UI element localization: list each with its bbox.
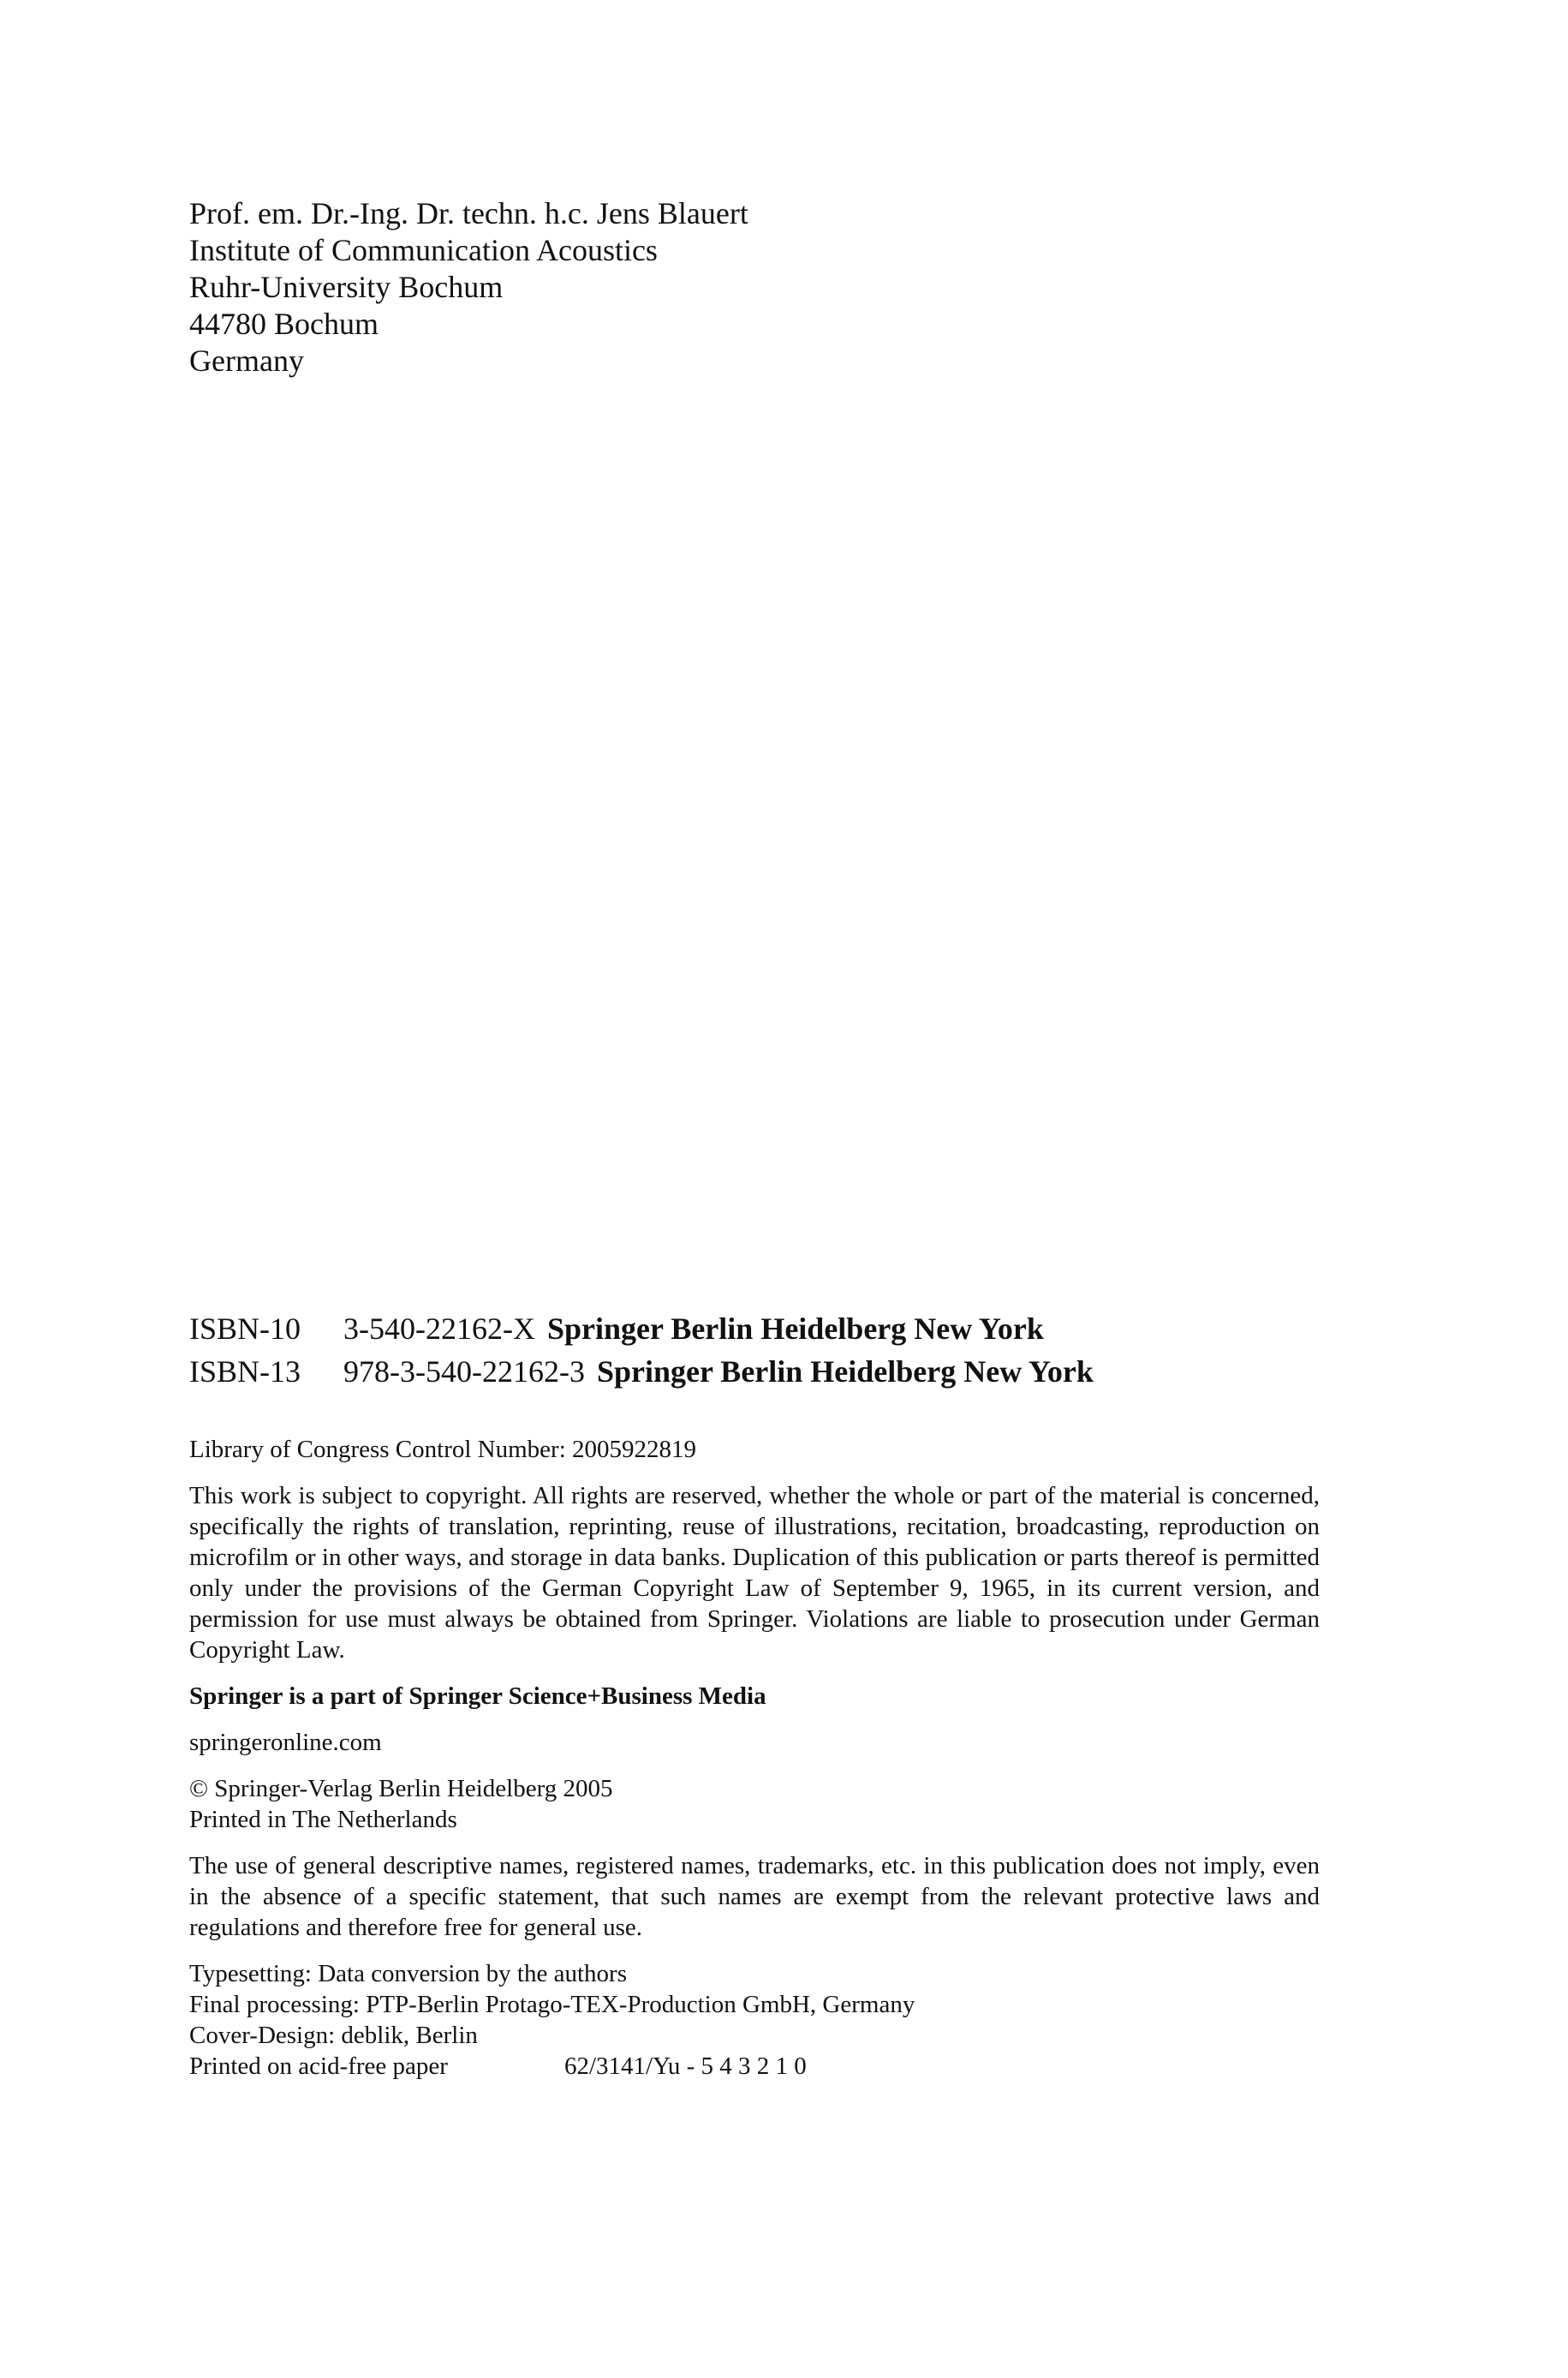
typesetting-line: Typesetting: Data conversion by the authors [189, 1960, 627, 1987]
legal-block [189, 1434, 1320, 2082]
isbn-10-number: 3-540-22162-X [343, 1311, 535, 1346]
author-university: Ruhr-University Bochum [189, 270, 504, 304]
paper-line [189, 2051, 1320, 2082]
isbn-13-label: ISBN-13 [189, 1354, 301, 1389]
springer-part-line: Springer is a part of Springer Science+Business Media [189, 1682, 766, 1710]
print-code: 62/3141/Yu - 5 4 3 2 1 0 [564, 2052, 807, 2080]
isbn-block [189, 1307, 1320, 1393]
paper-label: Printed on acid-free paper [189, 2052, 448, 2080]
author-postal-city: 44780 Bochum [189, 307, 379, 341]
isbn-13-row [189, 1350, 1320, 1393]
copyright-line: © Springer-Verlag Berlin Heidelberg 2005 [189, 1775, 613, 1802]
final-processing-line: Final processing: PTP-Berlin Protago-TEX-Production GmbH, Germany [189, 1991, 915, 2018]
author-country: Germany [189, 344, 304, 378]
trademark-notice: The use of general descriptive names, registered names, trademarks, etc. in this publication does not imply, even in the absence of a specific statement, that such names are exempt from the relevant protective laws and regulations and therefore free for general use. [189, 1852, 1320, 1941]
website-line: springeronline.com [189, 1729, 382, 1756]
isbn-10-label: ISBN-10 [189, 1311, 301, 1346]
isbn-10-publisher: Springer Berlin Heidelberg New York [546, 1311, 1044, 1346]
isbn-13-number: 978-3-540-22162-3 [343, 1354, 585, 1389]
cover-design-line: Cover-Design: deblik, Berlin [189, 2022, 478, 2049]
author-address [189, 195, 1320, 379]
isbn-13-publisher: Springer Berlin Heidelberg New York [596, 1354, 1094, 1389]
author-name: Prof. em. Dr.-Ing. Dr. techn. h.c. Jens Blauert [189, 196, 748, 230]
copyright-notice: This work is subject to copyright. All rights are reserved, whether the whole or part of the material is concerned, specifically the rights of translation, reprinting, reuse of illustrations, recitation, broadcasting, reproduction on microfilm or in other ways, and storage in data banks. Duplication of this publication or parts thereof is permitted only under the provisions of the German Copyright Law of September 9, 1965, in its current version, and permission for use must always be obtained from Springer. Violations are liable to prosecution under German Copyright Law. [189, 1482, 1320, 1664]
isbn-10-row [189, 1307, 1320, 1350]
author-institute: Institute of Communication Acoustics [189, 233, 658, 267]
printed-in-line: Printed in The Netherlands [189, 1806, 457, 1833]
lccn-line: Library of Congress Control Number: 2005922819 [189, 1436, 697, 1463]
